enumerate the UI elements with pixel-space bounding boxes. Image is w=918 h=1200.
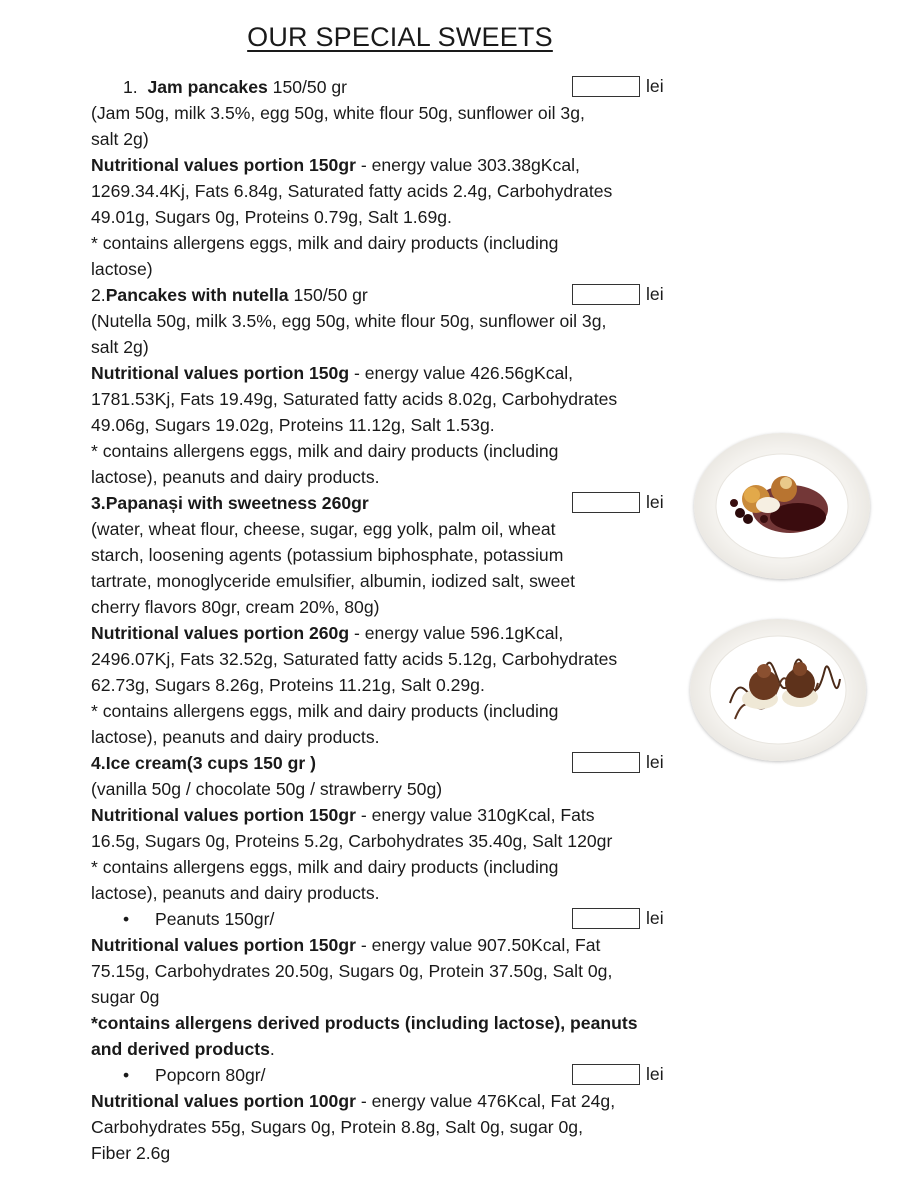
ingredients-text: (water, wheat flour, cheese, sugar, egg yolk, palm oil, wheat [91,519,556,539]
nutrition-label: Nutritional values portion 150gr [91,155,356,175]
price-field [572,492,664,518]
allergens-text: lactose), peanuts and dairy products. [91,883,380,903]
item-weight: 150/50 gr [293,285,368,305]
allergens-text: * contains allergens eggs, milk and dairy products (including [91,233,559,253]
price-field [572,76,664,102]
menu-item-popcorn [91,1062,681,1088]
price-box [572,1064,640,1085]
ice-cream-plate-photo [690,619,866,761]
item-number: 1. [123,77,138,97]
price-field [572,752,664,778]
price-box [572,492,640,513]
nutrition-text: 75.15g, Carbohydrates 20.50g, Sugars 0g, Protein 37.50g, Salt 0g, [91,961,613,981]
allergens-text: lactose), peanuts and dairy products. [91,727,380,747]
allergens-tail: . [269,1039,275,1059]
menu-item-jam-pancakes [91,74,681,100]
price-field [572,908,664,934]
ingredients-text: (vanilla 50g / chocolate 50g / strawberry 50g) [91,779,443,799]
currency-label: lei [646,76,664,96]
price-field [572,1064,664,1090]
nutrition-text: sugar 0g [91,987,160,1007]
nutrition-text: 2496.07Kj, Fats 32.52g, Saturated fatty acids 5.12g, Carbohydrates [91,649,618,669]
currency-label: lei [646,908,664,928]
item-number: 2. [91,285,106,305]
allergens-text: * contains allergens eggs, milk and dairy products (including [91,441,559,461]
currency-label: lei [646,284,664,304]
allergens-text: lactose), peanuts and dairy products. [91,467,380,487]
nutrition-text: 1781.53Kj, Fats 19.49g, Saturated fatty acids 8.02g, Carbohydrates [91,389,618,409]
nutrition-label: Nutritional values portion 150g [91,363,350,383]
price-field [572,284,664,310]
nutrition-text: Carbohydrates 55g, Sugars 0g, Protein 8.8g, Salt 0g, sugar 0g, [91,1117,583,1137]
bullet-icon: • [123,1065,130,1085]
nutrition-text: 1269.34.4Kj, Fats 6.84g, Saturated fatty acids 2.4g, Carbohydrates [91,181,613,201]
item-name: Papanași with sweetness 260gr [105,493,369,513]
currency-label: lei [646,1064,664,1084]
nutrition-text: 16.5g, Sugars 0g, Proteins 5.2g, Carbohydrates 35.40g, Salt 120gr [91,831,613,851]
nutrition-label: Nutritional values portion 150gr [91,935,356,955]
ingredients-text: starch, loosening agents (potassium biphosphate, potassium [91,545,564,565]
currency-label: lei [646,752,664,772]
allergens-text: lactose) [91,259,153,279]
nutrition-text: 49.01g, Sugars 0g, Proteins 0.79g, Salt 1.69g. [91,207,452,227]
ingredients-text: (Jam 50g, milk 3.5%, egg 50g, white flour 50g, sunflower oil 3g, [91,103,585,123]
ingredients-text: salt 2g) [91,129,149,149]
nutrition-label: Nutritional values portion 150gr [91,805,356,825]
nutrition-label: Nutritional values portion 100gr [91,1091,356,1111]
price-box [572,284,640,305]
nutrition-text: - energy value 303.38gKcal, [355,155,580,175]
item-weight: 150/50 gr [272,77,348,97]
bullet-icon: • [123,909,130,929]
allergens-text: * contains allergens eggs, milk and dairy products (including [91,857,559,877]
nutrition-text: - energy value 596.1gKcal, [349,623,564,643]
menu-item-pancakes-nutella [91,282,681,308]
item-number: 4. [91,753,106,773]
nutrition-text: - energy value 426.56gKcal, [349,363,574,383]
allergens-text: * contains allergens eggs, milk and dairy products (including [91,701,559,721]
price-box [572,908,640,929]
nutrition-text: - energy value 907.50Kcal, Fat [355,935,601,955]
menu-item-ice-cream [91,750,681,776]
item-name: Peanuts 150gr/ [155,909,275,929]
nutrition-text: - energy value 476Kcal, Fat 24g, [355,1091,616,1111]
menu-item-papanasi [91,490,681,516]
price-box [572,76,640,97]
item-name: Popcorn 80gr/ [155,1065,266,1085]
nutrition-text: 49.06g, Sugars 19.02g, Proteins 11.12g, Salt 1.53g. [91,415,495,435]
papanasi-plate-icon [694,433,870,579]
ice-cream-plate-icon [690,619,866,761]
menu-item-peanuts [91,906,681,932]
currency-label: lei [646,492,664,512]
ingredients-text: salt 2g) [91,337,149,357]
menu-list [91,74,681,1166]
allergens-text: *contains allergens derived products (including lactose), peanuts [91,1013,638,1033]
nutrition-label: Nutritional values portion 260g [91,623,350,643]
item-name: Pancakes with nutella [105,285,289,305]
ingredients-text: tartrate, monoglyceride emulsifier, albumin, iodized salt, sweet [91,571,576,591]
price-box [572,752,640,773]
item-name: Ice cream(3 cups 150 gr ) [105,753,316,773]
nutrition-text: Fiber 2.6g [91,1143,171,1163]
papanasi-plate-photo [694,433,870,579]
ingredients-text: (Nutella 50g, milk 3.5%, egg 50g, white flour 50g, sunflower oil 3g, [91,311,607,331]
nutrition-text: 62.73g, Sugars 8.26g, Proteins 11.21g, Salt 0.29g. [91,675,485,695]
page-title: OUR SPECIAL SWEETS [247,22,553,52]
nutrition-text: - energy value 310gKcal, Fats [355,805,595,825]
ingredients-text: cherry flavors 80gr, cream 20%, 80g) [91,597,380,617]
allergens-text: and derived products [91,1039,270,1059]
item-number: 3. [91,493,106,513]
item-name: Jam pancakes [147,77,268,97]
